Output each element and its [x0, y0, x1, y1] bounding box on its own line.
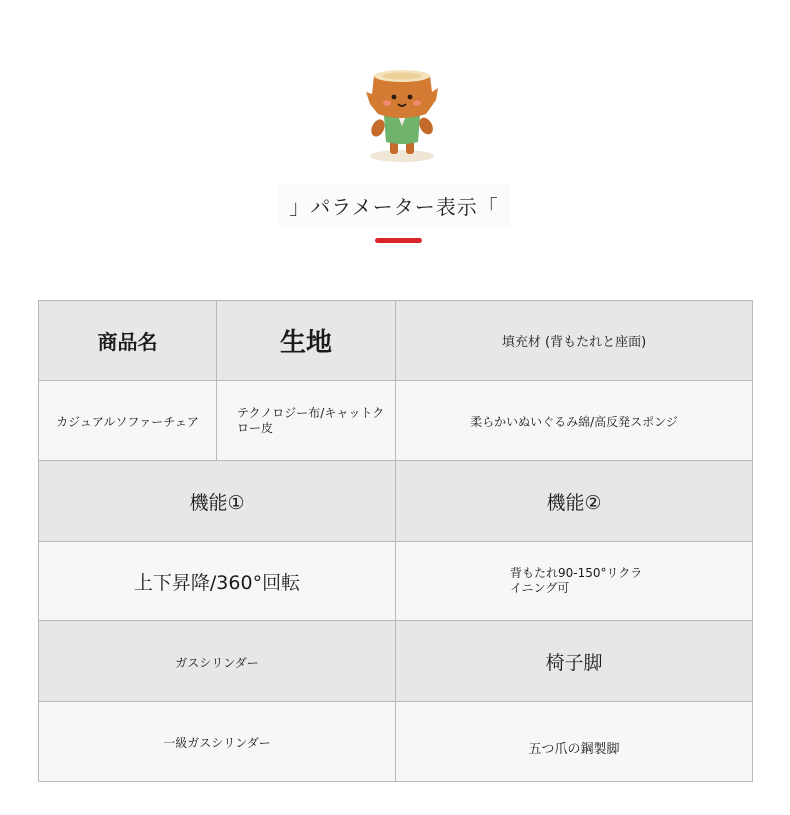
table-header-cell	[396, 301, 753, 381]
table-row	[39, 702, 753, 782]
value-fabric: テクノロジー布/キャットクロー皮	[237, 405, 385, 435]
table-cell	[39, 702, 396, 782]
table-header-cell	[396, 461, 753, 542]
header-fabric: 生地	[279, 328, 332, 358]
header-function-2: 機能②	[546, 491, 602, 514]
mascot-character-icon	[362, 64, 442, 164]
value-function-1: 上下昇降/360°回転	[133, 571, 301, 594]
table-header-cell	[217, 301, 396, 381]
table-row	[39, 621, 753, 702]
value-filling: 柔らかいぬいぐるみ綿/高反発スポンジ	[470, 415, 678, 429]
table-row	[39, 542, 753, 621]
table-cell	[396, 381, 753, 461]
table-row	[39, 381, 753, 461]
table-cell	[217, 381, 396, 461]
parameter-table	[38, 300, 753, 782]
header-product-name: 商品名	[97, 330, 158, 354]
header-gas-cylinder: ガスシリンダー	[175, 655, 259, 670]
value-gas-cylinder: 一級ガスシリンダー	[163, 736, 271, 750]
table-header-cell	[39, 301, 217, 381]
section-title-block	[278, 184, 510, 226]
table-row	[39, 461, 753, 542]
table-header-cell	[396, 621, 753, 702]
table-row	[39, 301, 753, 381]
header-function-1: 機能①	[189, 491, 245, 514]
header-chair-legs: 椅子脚	[545, 651, 603, 674]
title-underline	[375, 238, 422, 243]
table-cell	[396, 702, 753, 782]
table-cell	[39, 542, 396, 621]
table-header-cell	[39, 621, 396, 702]
table-cell	[396, 542, 753, 621]
table-cell	[39, 381, 217, 461]
header-filling: 填充材 (背もたれと座面)	[501, 335, 647, 350]
table-header-cell	[39, 461, 396, 542]
value-chair-legs: 五つ爪の鋼製脚	[528, 742, 620, 757]
value-product-name: カジュアルソファーチェア	[56, 415, 199, 429]
value-function-2: 背もたれ90-150°リクライニング可	[510, 566, 643, 595]
page-title: 」パラメーター表示「	[289, 194, 499, 219]
